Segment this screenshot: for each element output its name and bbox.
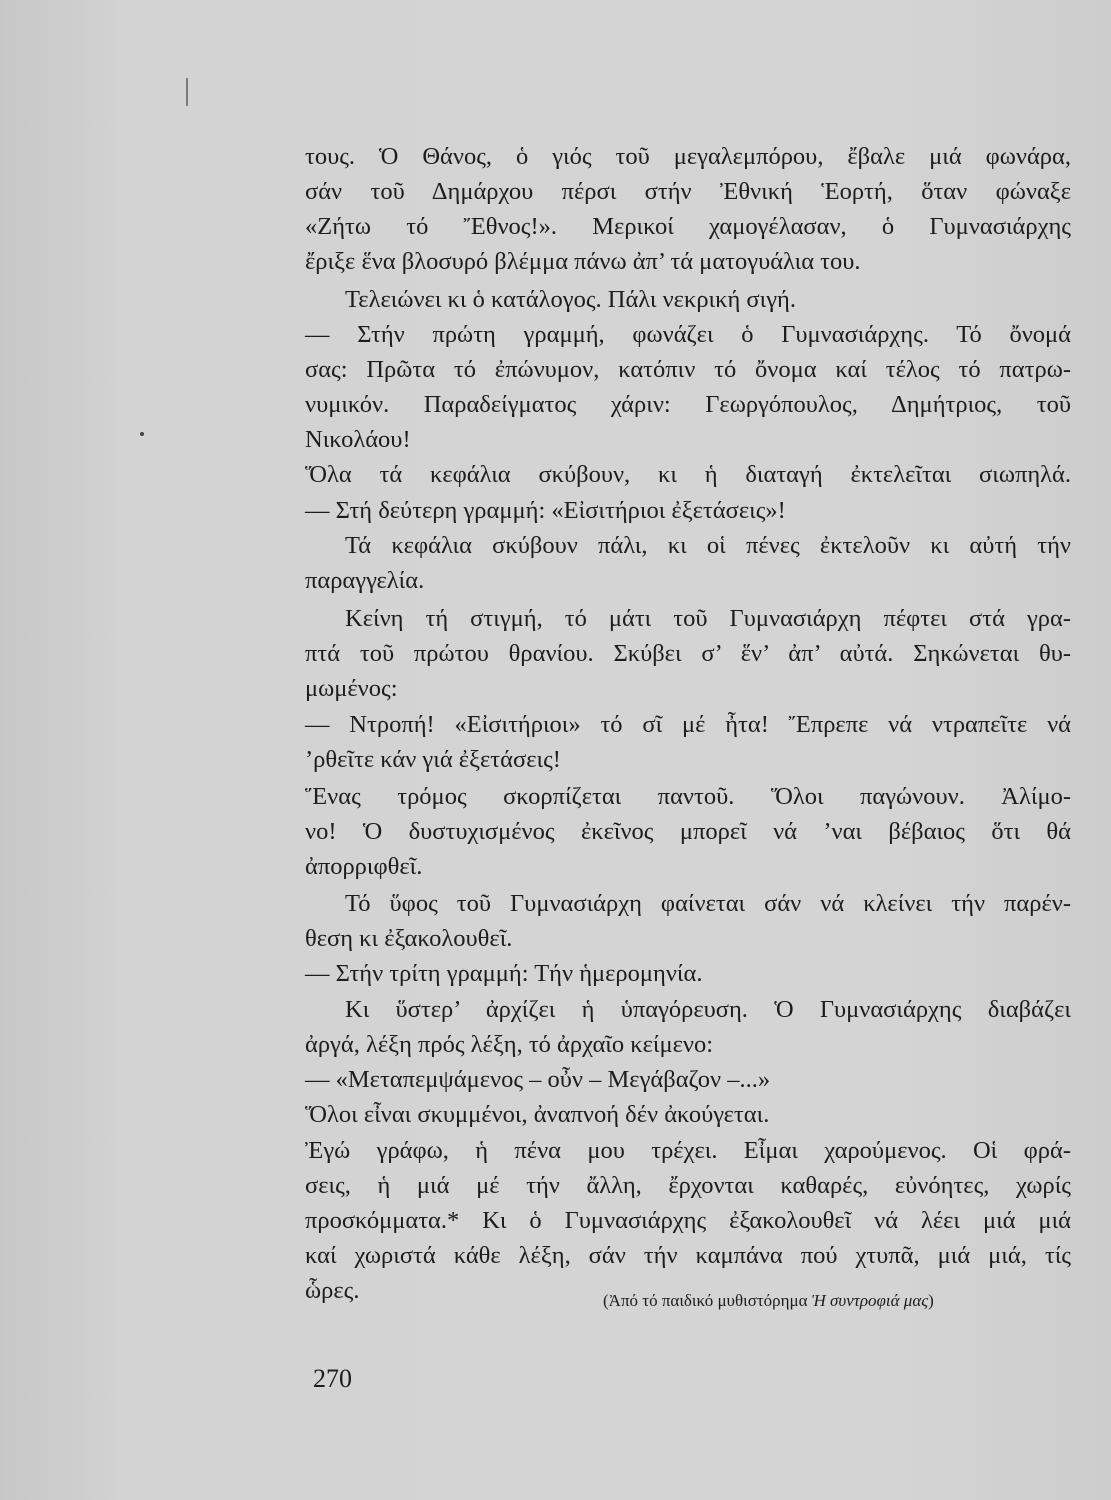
source-citation [603, 1289, 1075, 1313]
text-line: — Στήν τρίτη γραμμή: Τήν ἡμερομηνία. [305, 960, 703, 987]
text-line: — Στή δεύτερη γραμμή: «Εἰσιτήριοι ἐξετάσεις»! [305, 497, 786, 524]
text-line: ’ρθεῖτε κάν γιά ἐξετάσεις! [305, 746, 561, 773]
text-line: ἀργά, λέξη πρός λέξη, τό ἀρχαῖο κείμενο: [305, 1031, 714, 1058]
text-line: Κι ὕστερ’ ἀρχίζει ἡ ὑπαγόρευση. Ὁ Γυμνασιάρχης διαβάζει [345, 996, 1071, 1023]
page-number: 270 [313, 1364, 352, 1393]
text-line: Τό ὕφος τοῦ Γυμνασιάρχη φαίνεται σάν νά κλείνει τήν παρέν- [345, 890, 1071, 917]
text-line: πτά τοῦ πρώτου θρανίου. Σκύβει σ’ ἕν’ ἀπ’ αὐτά. Σηκώνεται θυ- [305, 640, 1071, 667]
text-line: Κείνη τή στιγμή, τό μάτι τοῦ Γυμνασιάρχη πέφτει στά γρα- [345, 605, 1071, 632]
text-line: Ἕνας τρόμος σκορπίζεται παντοῦ. Ὅλοι παγώνουν. Ἀλίμο- [305, 783, 1071, 810]
text-line: σας: Πρῶτα τό ἐπώνυμον, κατόπιν τό ὄνομα καί τέλος τό πατρω- [305, 356, 1071, 383]
text-line: καί χωριστά κάθε λέξη, σάν τήν καμπάνα πού χτυπᾶ, μιά μιά, τίς [305, 1242, 1071, 1269]
text-line: — Ντροπή! «Εἰσιτήριοι» τό σῖ μέ ἦτα! Ἔπρεπε νά ντραπεῖτε νά [305, 711, 1071, 738]
page-speck [140, 432, 144, 436]
text-line: ἀπορριφθεῖ. [305, 853, 423, 880]
source-prefix: (Ἀπό τό παιδικό μυθιστόρημα [603, 1291, 812, 1310]
source-suffix: ) [928, 1291, 934, 1310]
text-line: — Στήν πρώτη γραμμή, φωνάζει ὁ Γυμνασιάρχης. Τό ὄνομά [305, 321, 1071, 348]
text-line: προσκόμματα.* Κι ὁ Γυμνασιάρχης ἐξακολουθεῖ νά λέει μιά μιά [305, 1207, 1071, 1234]
text-line: Ὅλοι εἶναι σκυμμένοι, ἀναπνοή δέν ἀκούγεται. [305, 1101, 770, 1128]
page-crease-mark [186, 78, 188, 106]
source-title: Ἡ συντροφιά μας [811, 1291, 929, 1310]
text-line: ἔριξε ἕνα βλοσυρό βλέμμα πάνω ἀπ’ τά ματογυάλια του. [305, 248, 861, 275]
text-line: μωμένος: [305, 675, 398, 702]
text-line: νυμικόν. Παραδείγματος χάριν: Γεωργόπουλος, Δημήτριος, τοῦ [305, 391, 1071, 418]
text-line: παραγγελία. [305, 567, 425, 594]
text-line: σεις, ἡ μιά μέ τήν ἄλλη, ἔρχονται καθαρές, εὐνόητες, χωρίς [305, 1172, 1071, 1199]
text-line: θεση κι ἐξακολουθεῖ. [305, 925, 513, 952]
text-line: «Ζήτω τό Ἔθνος!». Μερικοί χαμογέλασαν, ὁ Γυμνασιάρχης [305, 213, 1071, 240]
text-line: Ὅλα τά κεφάλια σκύβουν, κι ἡ διαταγή ἐκτελεῖται σιωπηλά. [305, 461, 1071, 488]
text-line: Ἐγώ γράφω, ἡ πένα μου τρέχει. Εἶμαι χαρούμενος. Οἱ φρά- [305, 1137, 1071, 1164]
text-line: Τά κεφάλια σκύβουν πάλι, κι οἱ πένες ἐκτελοῦν κι αὐτή τήν [345, 532, 1071, 559]
text-line: νο! Ὁ δυστυχισμένος ἐκεῖνος μπορεῖ νά ’ναι βέβαιος ὅτι θά [305, 818, 1071, 845]
text-line: Τελειώνει κι ὁ κατάλογος. Πάλι νεκρική σιγή. [345, 286, 796, 313]
text-line: — «Μεταπεμψάμενος – οὖν – Μεγάβαζον –...» [305, 1066, 771, 1093]
text-line: τους. Ὁ Θάνος, ὁ γιός τοῦ μεγαλεμπόρου, ἔβαλε μιά φωνάρα, [305, 143, 1071, 170]
text-line: Νικολάου! [305, 426, 411, 453]
text-line: σάν τοῦ Δημάρχου πέρσι στήν Ἐθνική Ἑορτή, ὅταν φώναξε [305, 178, 1071, 205]
text-line: ὧρες. [305, 1277, 360, 1304]
